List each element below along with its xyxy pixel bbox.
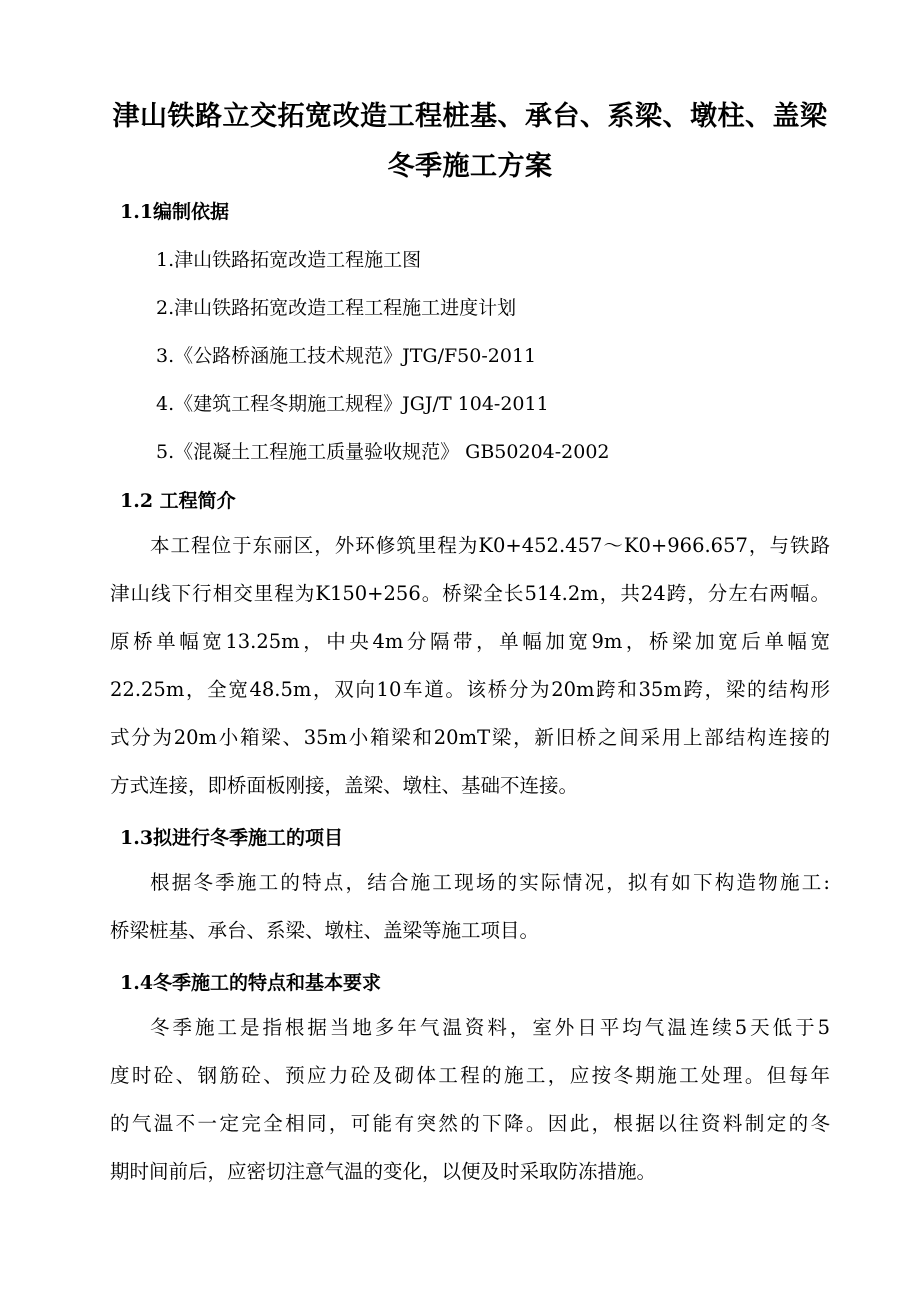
paragraph-line: 度时砼、钢筋砼、预应力砼及砌体工程的施工，应按冬期施工处理。但每年: [110, 1064, 830, 1087]
section-heading-winter-projects: 1.3拟进行冬季施工的项目: [120, 827, 344, 849]
paragraph-line: 的气温不一定完全相同，可能有突然的下降。因此，根据以往资料制定的冬: [110, 1112, 830, 1135]
winter-projects-paragraph: [110, 859, 830, 955]
paragraph-line: 冬季施工是指根据当地多年气温资料，室外日平均气温连续5天低于5: [150, 1016, 830, 1039]
paragraph-line: 22.25m，全宽48.5m，双向10车道。该桥分为20m跨和35m跨，梁的结构形: [110, 678, 830, 701]
paragraph-line: 津山线下行相交里程为K150+256。桥梁全长514.2m，共24跨，分左右两幅。: [110, 582, 830, 605]
paragraph-line: 原桥单幅宽13.25m，中央4m分隔带，单幅加宽9m，桥梁加宽后单幅宽: [110, 630, 830, 653]
basis-item: 2.津山铁路拓宽改造工程工程施工进度计划: [156, 297, 517, 319]
paragraph-line: 根据冬季施工的特点，结合施工现场的实际情况，拟有如下构造物施工:: [150, 871, 830, 894]
paragraph-line: 期时间前后，应密切注意气温的变化，以便及时采取防冻措施。: [110, 1160, 657, 1183]
paragraph-line: 方式连接，即桥面板刚接，盖梁、墩柱、基础不连接。: [110, 774, 579, 797]
project-overview-paragraph: [110, 522, 830, 810]
winter-requirements-paragraph: [110, 1004, 830, 1196]
section-heading-project-overview: 1.2 工程简介: [120, 490, 236, 512]
basis-item: 3.《公路桥涵施工技术规范》JTG/F50-2011: [156, 345, 537, 367]
section-heading-compile-basis: 1.1编制依据: [120, 201, 230, 223]
document-title-line-1: 津山铁路立交拓宽改造工程桩基、承台、系梁、墩柱、盖梁: [112, 101, 828, 132]
section-heading-winter-requirements: 1.4冬季施工的特点和基本要求: [120, 972, 382, 994]
basis-item: 1.津山铁路拓宽改造工程施工图: [156, 249, 422, 271]
paragraph-line: 本工程位于东丽区，外环修筑里程为K0+452.457～K0+966.657，与铁路: [150, 534, 830, 557]
paragraph-line: 桥梁桩基、承台、系梁、墩柱、盖梁等施工项目。: [110, 919, 540, 942]
basis-item: 5.《混凝土工程施工质量验收规范》 GB50204-2002: [156, 441, 610, 463]
basis-item: 4.《建筑工程冬期施工规程》JGJ/T 104-2011: [156, 393, 549, 415]
paragraph-line: 式分为20m小箱梁、35m小箱梁和20mT梁，新旧桥之间采用上部结构连接的: [110, 726, 830, 749]
document-title-line-2: 冬季施工方案: [387, 151, 553, 182]
